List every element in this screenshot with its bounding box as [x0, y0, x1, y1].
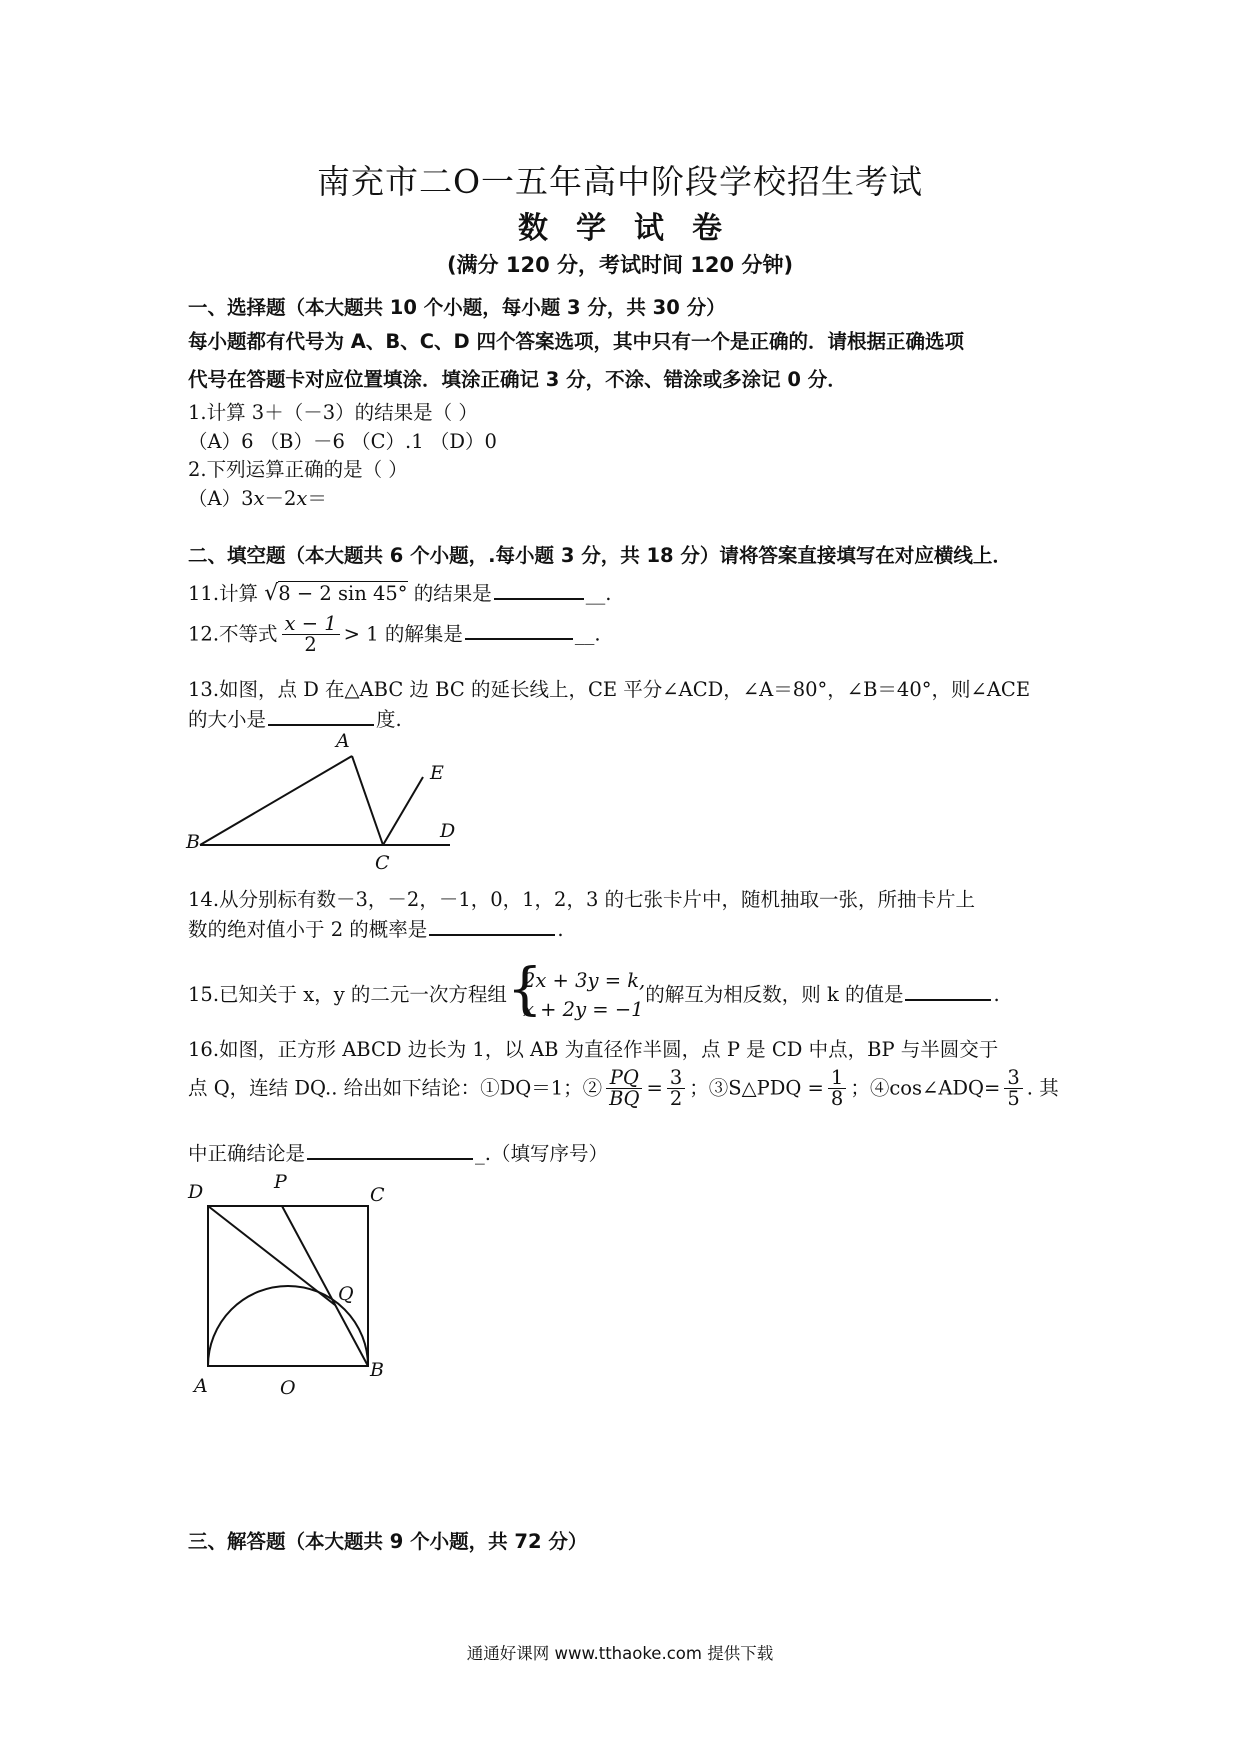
q16-frac1-num: PQ — [606, 1068, 642, 1089]
question-2: 2.下列运算正确的是（ ） — [188, 458, 408, 481]
q14-end: . — [557, 918, 564, 941]
q12-prefix: 12.不等式 — [188, 622, 278, 646]
question-2-option-a — [188, 483, 327, 511]
question-14-line2 — [188, 914, 564, 942]
figure-triangle-abc — [180, 725, 470, 875]
q16-frac1-den: BQ — [609, 1087, 640, 1111]
q13-answer-blank[interactable] — [268, 706, 374, 726]
figure-square-abcd — [180, 1168, 430, 1398]
exam-title: 南充市二O一五年高中阶段学校招生考试 — [316, 162, 924, 201]
q11-prefix: 11.计算 — [188, 582, 259, 605]
question-11 — [188, 578, 611, 606]
q2-a-var2: x — [296, 487, 308, 510]
q15-prefix: 15.已知关于 x，y 的二元一次方程组 — [188, 982, 507, 1006]
label-e: E — [430, 762, 444, 784]
q15-eq1: 2x + 3y = k, — [522, 969, 646, 992]
line-ab — [200, 756, 352, 845]
question-1-options: （A）6 （B）－6 （C）.1 （D）0 — [188, 430, 497, 453]
section2-heading: 二、填空题（本大题共 6 个小题，.每小题 3 分，共 18 分）请将答案直接填写在对应横线上． — [188, 544, 1012, 567]
q16-text-d: . 其 — [1026, 1076, 1059, 1100]
section3-heading: 三、解答题（本大题共 9 个小题，共 72 分） — [188, 1530, 588, 1553]
section1-desc-line1: 每小题都有代号为 A、B、C、D 四个答案选项，其中只有一个是正确的．请根据正确选项 — [188, 330, 965, 353]
question-16-line2 — [188, 1068, 1059, 1110]
label-o: O — [280, 1377, 296, 1398]
q13-suffix: 度. — [376, 708, 402, 731]
q15-eq2: x + 2y = −1 — [522, 998, 644, 1022]
q16-val2-den: 8 — [830, 1087, 844, 1111]
question-1: 1.计算 3＋（－3）的结果是（ ） — [188, 401, 478, 424]
question-16-line1: 16.如图，正方形 ABCD 边长为 1，以 AB 为直径作半圆，点 P 是 CD 中点，BP 与半圆交于 — [188, 1038, 999, 1061]
label-c: C — [375, 852, 390, 874]
q2-a-suffix: ＝ — [307, 487, 327, 510]
q12-end: __. — [574, 622, 601, 646]
q16-val3-den: 5 — [1007, 1087, 1020, 1111]
q13-prefix: 的大小是 — [188, 708, 267, 731]
q12-numerator: x − 1 — [282, 614, 340, 635]
label-b: B — [186, 831, 200, 853]
line-ce — [383, 777, 423, 845]
q12-relation: > 1 — [343, 622, 379, 646]
q14-prefix: 数的绝对值小于 2 的概率是 — [188, 918, 428, 941]
line-ac — [352, 756, 383, 845]
label-a: A — [194, 1375, 208, 1397]
footer-source: 通通好课网 www.tthaoke.com 提供下载 — [466, 1644, 774, 1663]
q11-end: __. — [585, 582, 612, 605]
q12-fraction — [282, 614, 340, 656]
q16-equals: = — [646, 1076, 663, 1100]
question-13-line1: 13.如图，点 D 在△ABC 边 BC 的延长线上，CE 平分∠ACD，∠A＝80°，∠B＝40°，则∠ACE — [188, 678, 1031, 701]
section1-heading: 一、选择题（本大题共 10 个小题，每小题 3 分，共 30 分） — [188, 296, 726, 319]
q12-answer-blank[interactable] — [465, 620, 573, 640]
q16-text-c: ；④cos∠ADQ= — [850, 1076, 1001, 1100]
question-14-line1: 14.从分别标有数－3，－2，－1，0，1，2，3 的七张卡片中，随机抽取一张，所抽卡片上 — [188, 888, 976, 911]
question-16-line3 — [188, 1138, 608, 1166]
q16-val1-num: 3 — [667, 1068, 685, 1089]
q16-text-b: ；③S△PDQ = — [689, 1076, 824, 1100]
q14-answer-blank[interactable] — [429, 916, 555, 936]
q16-suffix: _.（填写序号） — [475, 1142, 608, 1165]
q16-fraction-3-2 — [667, 1068, 685, 1110]
section1-desc-line2: 代号在答题卡对应位置填涂．填涂正确记 3 分，不涂、错涂或多涂记 0 分． — [188, 368, 847, 391]
label-b: B — [370, 1359, 384, 1381]
q15-suffix: 的解互为相反数，则 k 的值是 — [645, 982, 904, 1006]
q16-val1-den: 2 — [669, 1087, 683, 1111]
q16-text-a: 点 Q，连结 DQ.. 给出如下结论：①DQ＝1；② — [188, 1076, 603, 1100]
label-d: D — [188, 1181, 204, 1203]
exam-subtitle: 数学试卷 — [518, 211, 750, 246]
q15-equation-system — [506, 957, 646, 1025]
q16-answer-blank[interactable] — [307, 1140, 473, 1160]
line-dq — [208, 1206, 335, 1305]
q2-a-var1: x — [253, 487, 265, 510]
q16-fraction-1-8 — [828, 1068, 846, 1110]
label-p: P — [274, 1171, 287, 1193]
q2-a-mid: －2 — [264, 487, 297, 510]
q11-expression: 8 − 2 sin 45° — [278, 582, 408, 605]
q15-end: . — [993, 982, 1000, 1006]
exam-note: (满分 120 分，考试时间 120 分钟) — [446, 253, 794, 277]
question-12 — [188, 614, 601, 656]
q15-answer-blank[interactable] — [905, 981, 991, 1001]
q2-a-prefix: （A）3 — [188, 487, 254, 510]
q16-fraction-3-5 — [1004, 1068, 1022, 1110]
label-d: D — [440, 820, 456, 842]
left-brace-icon: { — [506, 957, 543, 1022]
q16-fraction-pq-bq — [606, 1068, 642, 1110]
q11-answer-blank[interactable] — [494, 580, 584, 600]
q12-denominator: 2 — [304, 633, 317, 657]
q16-val2-num: 1 — [828, 1068, 846, 1089]
q16-val3-num: 3 — [1004, 1068, 1022, 1089]
label-a: A — [336, 730, 350, 752]
label-c: C — [370, 1184, 385, 1206]
q12-suffix: 的解集是 — [384, 622, 463, 646]
question-15 — [188, 957, 1000, 1025]
sqrt-sign-icon: √ — [264, 581, 279, 606]
label-q: Q — [338, 1283, 354, 1305]
q11-suffix: 的结果是 — [413, 582, 492, 605]
q16-prefix: 中正确结论是 — [188, 1142, 306, 1165]
